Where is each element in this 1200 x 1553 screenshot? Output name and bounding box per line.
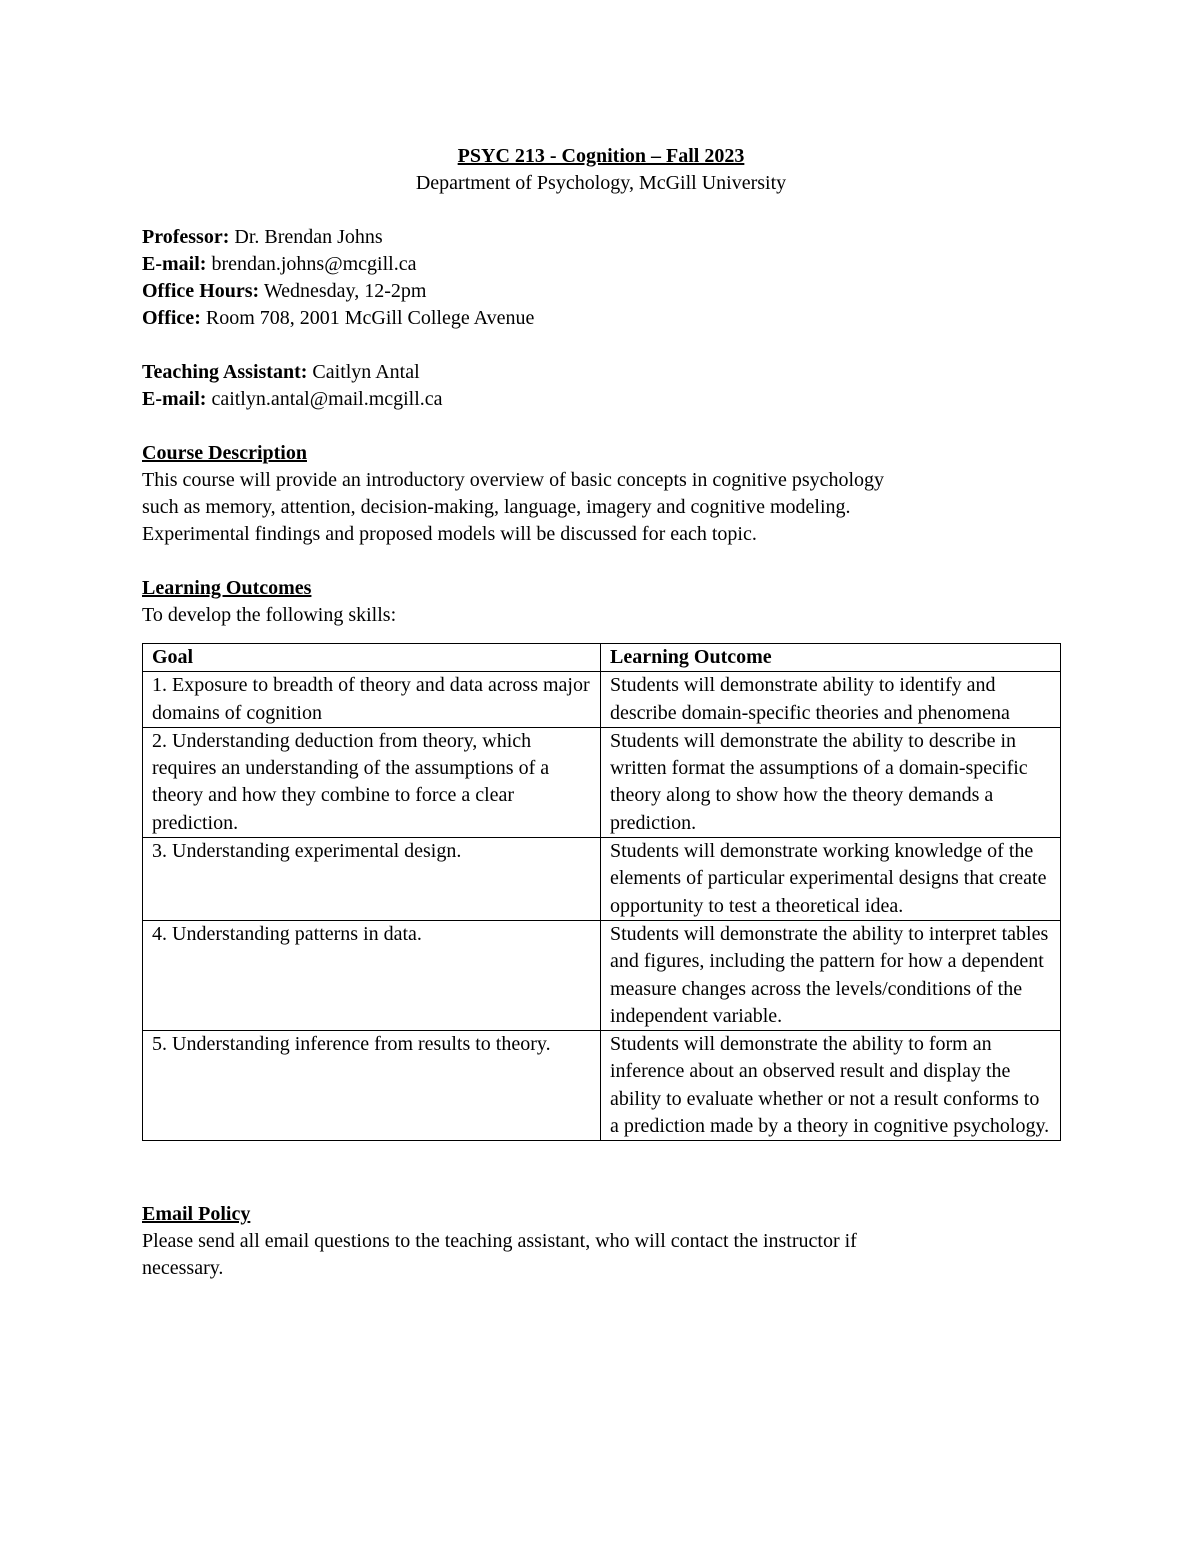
office-line <box>142 305 1060 332</box>
ta-label: Teaching Assistant: <box>142 361 308 383</box>
goal-cell: 3. Understanding experimental design. <box>143 838 601 921</box>
table-row <box>143 1031 1061 1141</box>
column-header-goal: Goal <box>143 644 601 672</box>
outcome-cell: Students will demonstrate ability to identify and describe domain-specific theories and phenomena <box>601 672 1061 728</box>
office-label: Office: <box>142 307 201 329</box>
course-description-line: This course will provide an introductory overview of basic concepts in cognitive psychology <box>142 469 885 491</box>
learning-outcomes-table <box>142 643 1061 1141</box>
table-row <box>143 920 1061 1030</box>
professor-email[interactable]: brendan.johns@mcgill.ca <box>206 253 417 275</box>
table-header-row <box>143 644 1061 672</box>
ta-name: Caitlyn Antal <box>307 361 420 383</box>
ta-line <box>142 359 1060 386</box>
office-hours-line <box>142 278 1060 305</box>
professor-label: Professor: <box>142 226 230 248</box>
outcome-cell: Students will demonstrate the ability to describe in written format the assumptions of a domain-specific theory along to show how the theory demands a prediction. <box>601 727 1061 837</box>
syllabus-page <box>142 143 1060 1282</box>
office-hours: Wednesday, 12-2pm <box>259 280 427 302</box>
email-policy-section <box>142 1201 1060 1282</box>
ta-email-label: E-mail: <box>142 388 207 410</box>
outcome-cell: Students will demonstrate the ability to form an inference about an observed result and display the ability to evaluate whether or not a result conforms to a prediction made by a theory in cognitive psychology. <box>601 1031 1061 1141</box>
email-policy-line: necessary. <box>142 1257 224 1280</box>
course-description-line: such as memory, attention, decision-making, language, imagery and cognitive modeling. <box>142 496 851 518</box>
email-policy-line: Please send all email questions to the teaching assistant, who will contact the instructor if <box>142 1230 857 1253</box>
professor-line <box>142 224 1060 251</box>
course-title-line <box>142 143 1060 170</box>
professor-email-line <box>142 251 1060 278</box>
ta-email-line <box>142 386 1060 413</box>
goal-cell: 2. Understanding deduction from theory, which requires an understanding of the assumptions of a theory and how they combine to force a clear prediction. <box>143 727 601 837</box>
professor-email-label: E-mail: <box>142 253 207 275</box>
course-title: PSYC 213 - Cognition – Fall 2023 <box>457 145 745 167</box>
course-description-heading: Course Description <box>142 442 307 464</box>
table-row <box>143 672 1061 728</box>
outcome-cell: Students will demonstrate the ability to interpret tables and figures, including the pattern for how a dependent measure changes across the levels/conditions of the independent variable. <box>601 920 1061 1030</box>
outcome-cell: Students will demonstrate working knowledge of the elements of particular experimental designs that create opportunity to test a theoretical idea. <box>601 838 1061 921</box>
goal-cell: 1. Exposure to breadth of theory and data across major domains of cognition <box>143 672 601 728</box>
department-line: Department of Psychology, McGill University <box>415 172 787 194</box>
goal-cell: 5. Understanding inference from results to theory. <box>143 1031 601 1141</box>
column-header-outcome: Learning Outcome <box>601 644 1061 672</box>
table-row <box>143 727 1061 837</box>
course-description-line: Experimental findings and proposed models will be discussed for each topic. <box>142 523 757 545</box>
table-row <box>143 838 1061 921</box>
learning-outcomes-intro: To develop the following skills: <box>142 604 397 626</box>
professor-name: Dr. Brendan Johns <box>229 226 383 248</box>
office-location: Room 708, 2001 McGill College Avenue <box>200 307 535 329</box>
email-policy-heading: Email Policy <box>142 1203 251 1226</box>
learning-outcomes-heading: Learning Outcomes <box>142 577 312 599</box>
ta-email[interactable]: caitlyn.antal@mail.mcgill.ca <box>206 388 443 410</box>
office-hours-label: Office Hours: <box>142 280 260 302</box>
goal-cell: 4. Understanding patterns in data. <box>143 920 601 1030</box>
